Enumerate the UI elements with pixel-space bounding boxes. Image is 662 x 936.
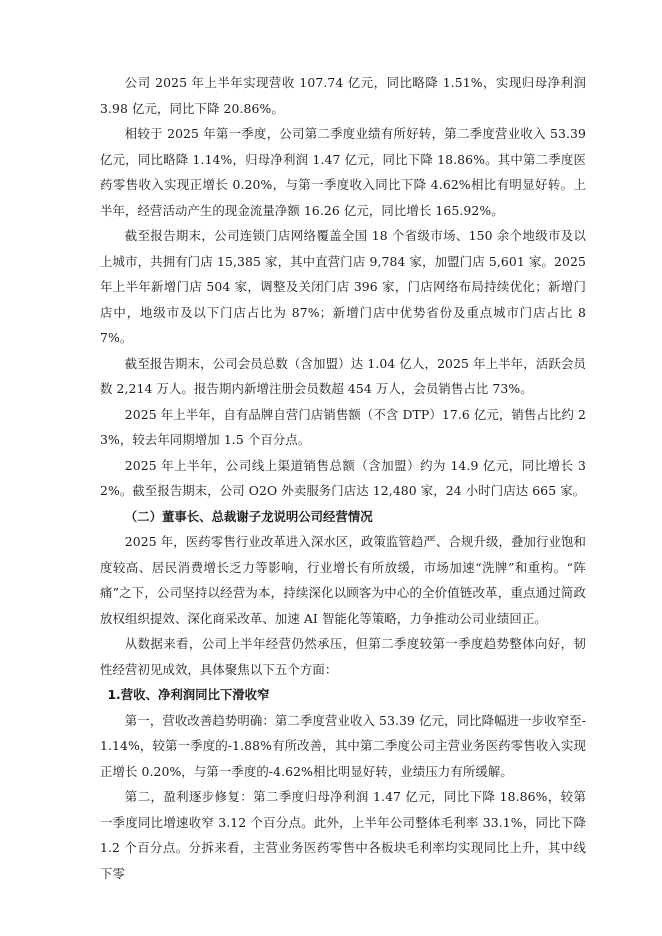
paragraph-online-channel: 2025 年上半年，公司线上渠道销售总额（含加盟）约为 14.9 亿元，同比增长 32%。截至报告期末，公司 O2O 外卖服务门店达 12,480 家，24 小时门店达 665 家。 [100,457,586,498]
section-heading-chairman: （二）董事长、总裁谢子龙说明公司经营情况 [124,508,373,524]
paragraph-revenue-improvement: 第一，营收改善趋势明确：第二季度营业收入 53.39 亿元，同比降幅进一步收窄至-1.14%，较第一季度的-1.88%有所改善，其中第二季度公司主营业务医药零售收入实现正增长 0.20%，与第一季度的-4.62%相比明显好转，业绩压力有所缓解。 [100,712,586,779]
paragraph-revenue-summary: 公司 2025 年上半年实现营收 107.74 亿元，同比略降 1.51%，实现归母净利润 3.98 亿元，同比下降 20.86%。 [100,75,586,116]
paragraph-membership: 截至报告期末，公司会员总数（含加盟）达 1.04 亿人，2025 年上半年，活跃会员数 2,214 万人。报告期内新增注册会员数超 454 万人，会员销售占比 73%。 [100,355,586,396]
paragraph-industry-context: 2025 年，医药零售行业改革进入深水区，政策监管趋严、合规升级，叠加行业饱和度较高、居民消费增长乏力等影响，行业增长有所放缓，市场加速“洗牌”和重构。“阵痛”之下，公司坚持以经营为本，持续深化以顾客为中心的全价值链改革，重点通过简政放权组织提效、深化商采改革、加速 AI 智能化等策略，力争推动公司业绩回正。 [100,534,586,626]
paragraph-profit-recovery: 第二，盈利逐步修复：第二季度归母净利润 1.47 亿元，同比下降 18.86%，较第一季度同比增速收窄 3.12 个百分点。此外，上半年公司整体毛利率 33.1%，同比下降 1.2 个百分点。分拆来看，主营业务医药零售中各板块毛利率均实现同比上升，其中线下零 [100,789,586,881]
paragraph-data-overview: 从数据来看，公司上半年经营仍然承压，但第二季度较第一季度趋势整体向好，韧性经营初见成效，具体聚焦以下五个方面： [100,636,586,677]
document-body [100,70,586,886]
paragraph-q2-performance: 相较于 2025 年第一季度，公司第二季度业绩有所好转，第二季度营业收入 53.39 亿元，同比略降 1.14%，归母净利润 1.47 亿元，同比下降 18.86%。其中第二季度医药零售收入实现正增长 0.20%，与第一季度收入同比下降 4.62%相比有明显好转。上半年，经营活动产生的现金流量净额 16.26 亿元，同比增长 165.92%。 [100,126,586,218]
paragraph-store-network: 截至报告期末，公司连锁门店网络覆盖全国 18 个省级市场、150 余个地级市及以上城市，共拥有门店 15,385 家，其中直营门店 9,784 家，加盟门店 5,601 家。2025 年上半年新增门店 504 家，调整及关闭门店 396 家，门店网络布局持续优化；新增门店中，地级市及以下门店占比为 87%；新增门店中优势省份及重点城市门店占比 87%。 [100,228,586,345]
paragraph-own-brand: 2025 年上半年，自有品牌自营门店销售额（不含 DTP）17.6 亿元，销售占比约 23%，较去年同期增加 1.5 个百分点。 [100,406,586,447]
numbered-heading-revenue-profit: 1.营收、净利润同比下滑收窄 [107,687,270,702]
